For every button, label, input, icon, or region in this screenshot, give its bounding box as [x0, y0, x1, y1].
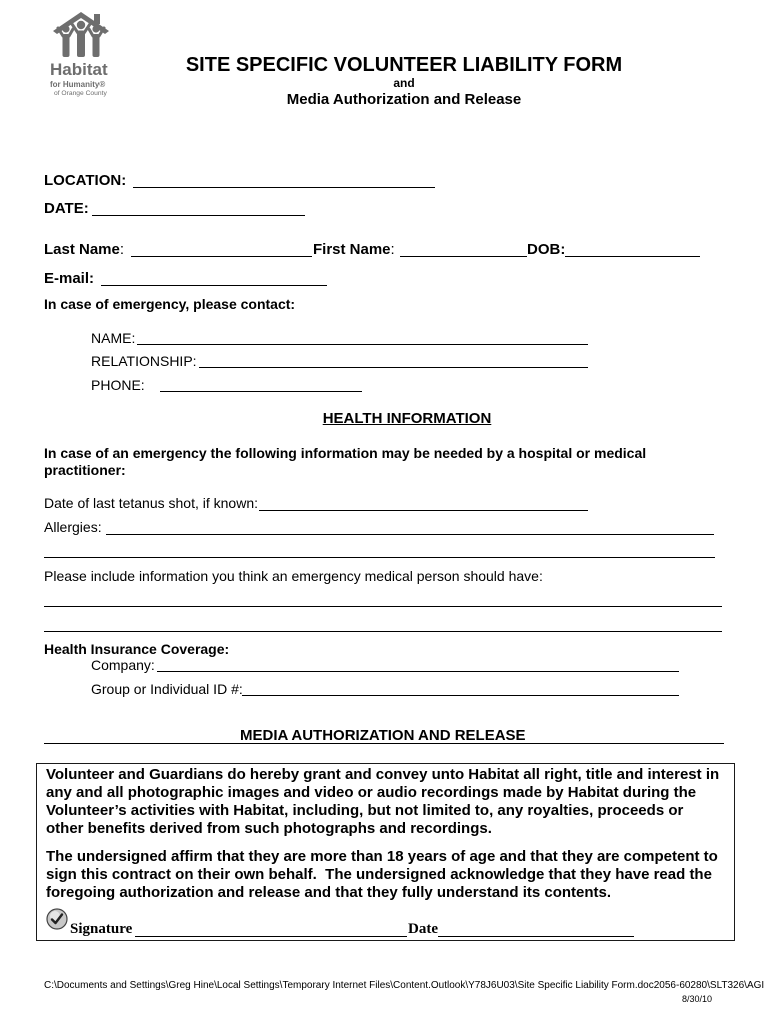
paragraph-line: other benefits derived from such photographs and recordings. [46, 820, 492, 837]
health-intro-line: In case of an emergency the following information may be needed by a hospital or medical [44, 445, 647, 461]
group-id-label: Group or Individual ID #: [91, 681, 243, 697]
location-field[interactable] [133, 187, 435, 188]
health-intro-line: practitioner: [44, 462, 126, 478]
logo-name: Habitat [50, 60, 108, 79]
medical-notes-label: Please include information you think an emergency medical person should have: [44, 568, 543, 584]
insurance-heading: Health Insurance Coverage: [44, 641, 230, 657]
label-colon: : [119, 241, 125, 258]
last-name-field[interactable] [131, 256, 312, 257]
paragraph-line: sign this contract on their own behalf. The undersigned acknowledge that they have read the [46, 866, 712, 883]
company-label: Company: [91, 657, 155, 673]
health-intro-text [44, 445, 646, 479]
label-colon: : [390, 241, 395, 258]
relationship-field[interactable] [199, 367, 588, 368]
paragraph-line: Volunteer and Guardians do hereby grant and convey unto Habitat all right, title and interest in [46, 766, 720, 783]
media-release-heading: MEDIA AUTHORIZATION AND RELEASE [240, 727, 526, 744]
emergency-contact-heading: In case of emergency, please contact: [44, 296, 296, 312]
group-id-field[interactable] [242, 695, 679, 696]
paragraph-line: any and all photographic images and video or audio recordings made by Habitat during the [46, 784, 697, 801]
dob-field[interactable] [565, 256, 700, 257]
form-subtitle: Media Authorization and Release [286, 91, 522, 108]
phone-label: PHONE: [91, 377, 145, 393]
allergies-field[interactable] [106, 534, 714, 535]
date-field[interactable] [92, 215, 305, 216]
logo-tagline: for Humanity® [50, 80, 106, 89]
email-field[interactable] [101, 285, 327, 286]
email-label: E-mail: [44, 270, 95, 287]
location-label: LOCATION: [44, 172, 127, 189]
allergies-field-continuation[interactable] [44, 557, 715, 558]
signature-date-label: Date [408, 921, 438, 937]
date-label: DATE: [44, 200, 89, 217]
insurance-company-field[interactable] [157, 671, 679, 672]
signature-field[interactable] [135, 936, 407, 937]
contact-name-field[interactable] [137, 344, 588, 345]
media-heading-rule [44, 743, 724, 744]
affirmation-paragraph [46, 848, 718, 902]
health-information-heading: HEALTH INFORMATION [322, 410, 492, 427]
signature-label: Signature [70, 921, 133, 937]
first-name-label [313, 241, 395, 259]
allergies-label: Allergies: [44, 519, 102, 535]
revision-date: 8/30/10 [681, 994, 712, 1004]
last-name-label-text: Last Name [44, 241, 120, 258]
checkmark-circle-icon[interactable] [46, 908, 68, 930]
paragraph-line: foregoing authorization and release and that they fully understand its contents. [46, 884, 612, 901]
signature-date-field[interactable] [438, 936, 634, 937]
medical-notes-field-line-1[interactable] [44, 606, 722, 607]
habitat-house-people-icon [52, 9, 110, 57]
file-path: C:\Documents and Settings\Greg Hine\Local Settings\Temporary Internet Files\Content.Outlook\Y78J6U03\Site Specific Liability Form.doc2056-60280\SLT326\AGI [44, 980, 765, 991]
first-name-label-text: First Name [313, 241, 391, 258]
title-conjunction: and [393, 76, 415, 90]
form-title: SITE SPECIFIC VOLUNTEER LIABILITY FORM [185, 54, 623, 76]
dob-label: DOB: [527, 241, 566, 258]
paragraph-line: The undersigned affirm that they are more than 18 years of age and that they are competent to [46, 848, 718, 865]
first-name-field[interactable] [400, 256, 527, 257]
grant-paragraph [46, 766, 719, 838]
relationship-label: RELATIONSHIP: [91, 353, 197, 369]
logo-affiliate: of Orange County [54, 90, 107, 97]
last-name-label [44, 241, 124, 259]
tetanus-date-field[interactable] [259, 510, 588, 511]
paragraph-line: Volunteer’s activities with Habitat, including, but not limited to, any royalties, proceeds or [46, 802, 684, 819]
tetanus-label: Date of last tetanus shot, if known: [44, 495, 259, 511]
phone-field[interactable] [160, 391, 362, 392]
medical-notes-field-line-2[interactable] [44, 631, 722, 632]
contact-name-label: NAME: [91, 330, 136, 346]
